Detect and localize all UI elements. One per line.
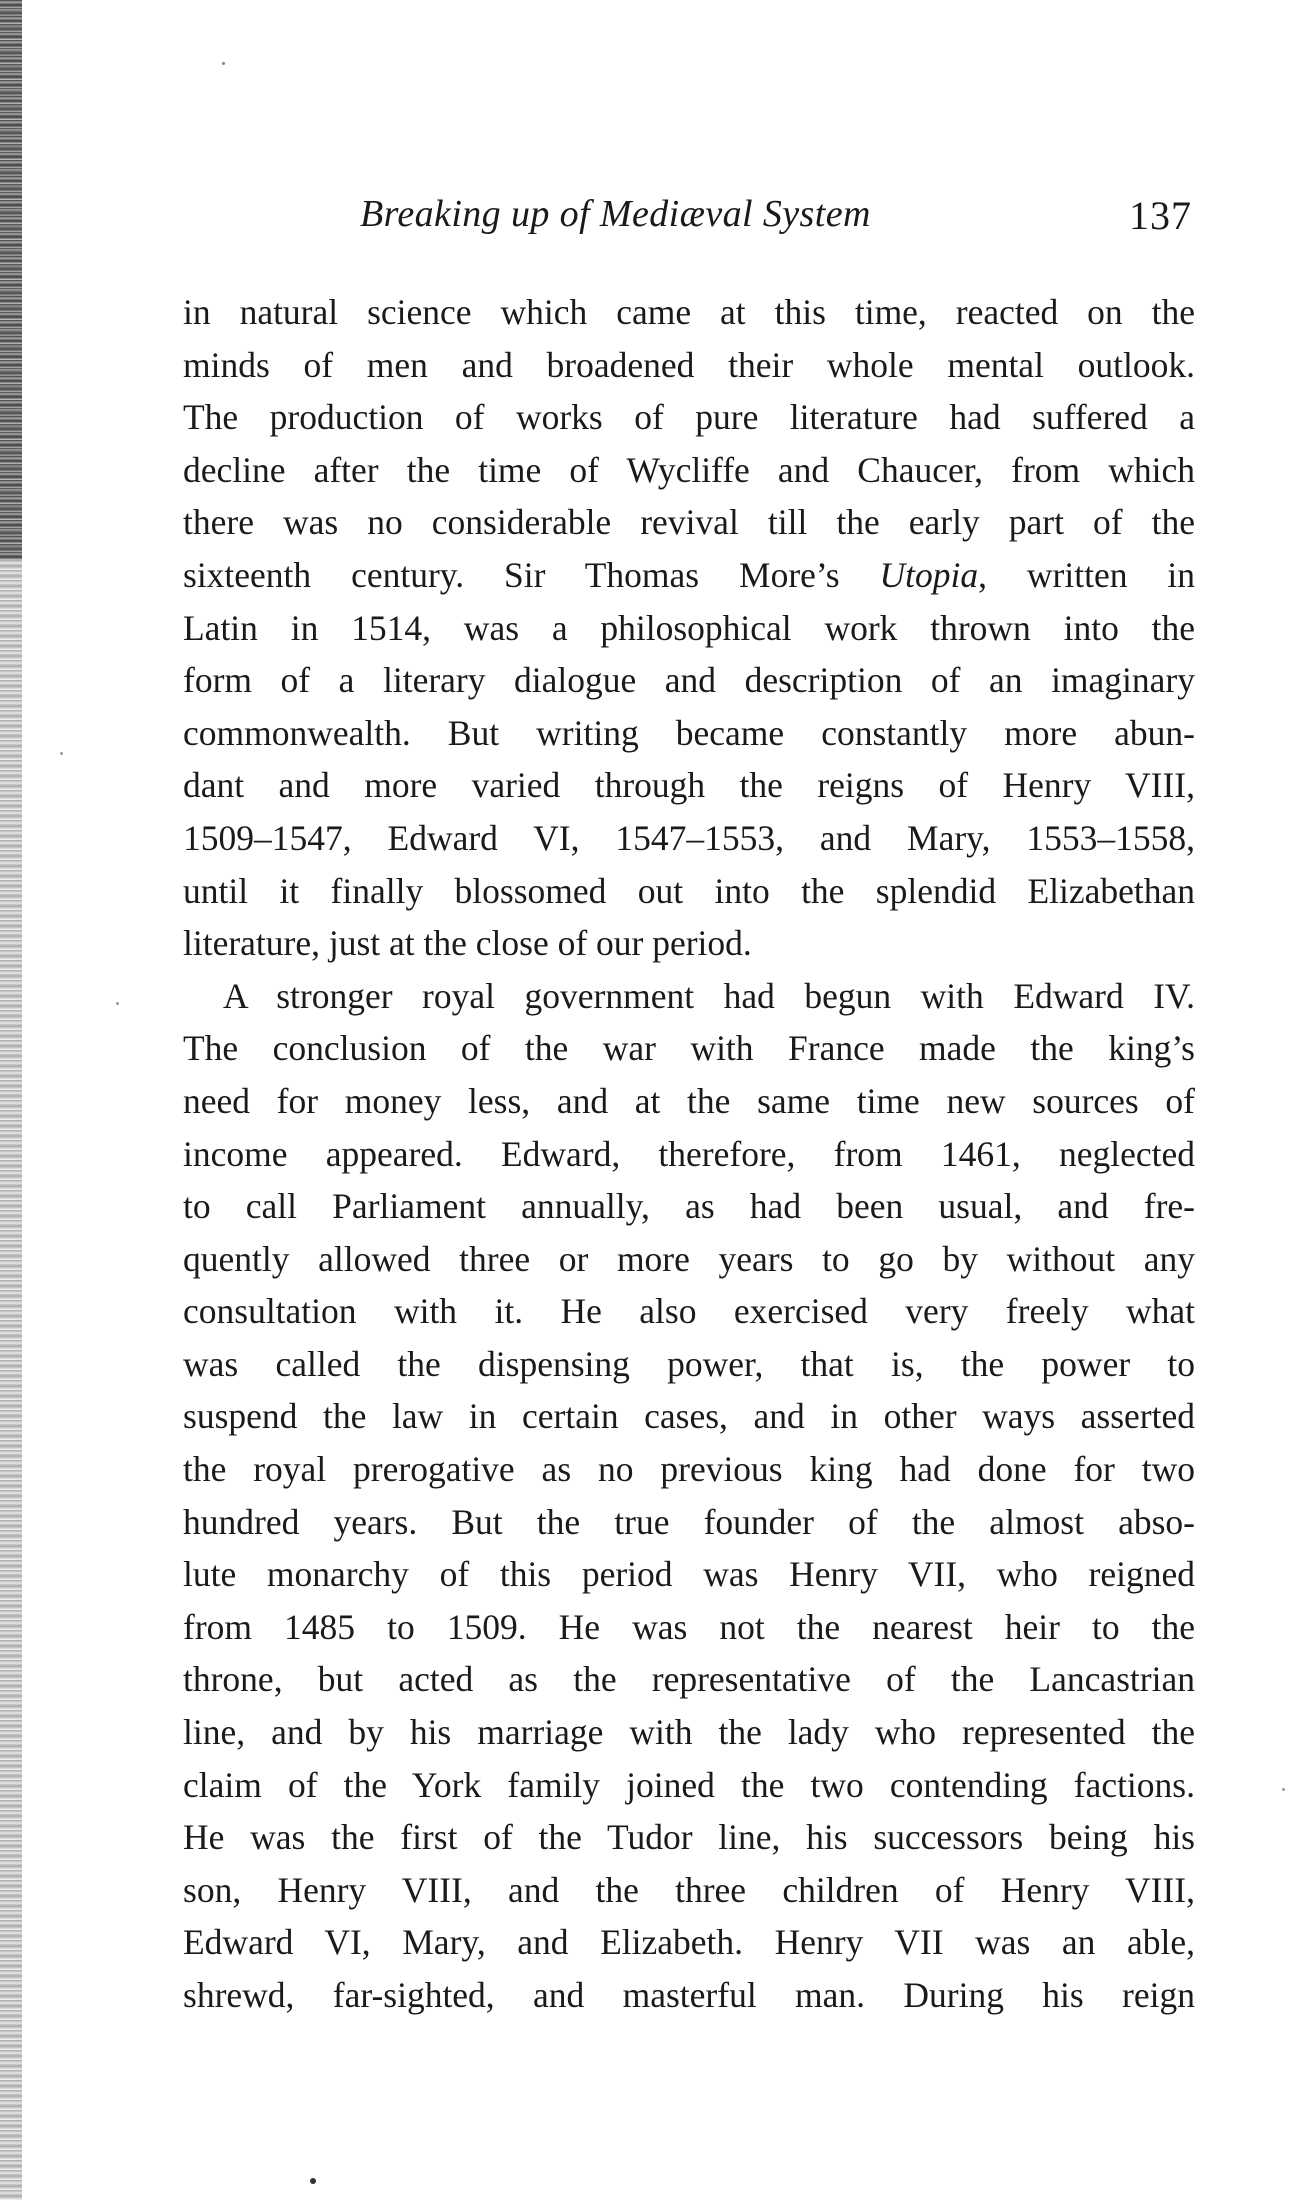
running-title: Breaking up of Mediæval System	[360, 193, 871, 235]
text-line-15: The conclusion of the war with France made the king’s	[183, 1028, 1195, 1069]
text-line-14: A stronger royal government had begun with Edward IV.	[223, 975, 1195, 1016]
body-text	[183, 286, 1195, 2022]
text-line-23: the royal prerogative as no previous king had done for two	[183, 1449, 1195, 1490]
text-line-5: there was no considerable revival till the early part of the	[183, 502, 1195, 543]
text-line-8: form of a literary dialogue and description of an imaginary	[183, 660, 1195, 701]
text-line-19: quently allowed three or more years to go by without any	[183, 1238, 1195, 1279]
text-line-3: The production of works of pure literature had suffered a	[183, 397, 1195, 438]
text-line-26: from 1485 to 1509. He was not the nearest heir to the	[183, 1606, 1195, 1647]
book-title-utopia: Utopia	[879, 554, 979, 595]
text-line-16: need for money less, and at the same time new sources of	[183, 1080, 1195, 1121]
text-line-29: claim of the York family joined the two contending factions.	[183, 1764, 1195, 1805]
text-line-17: income appeared. Edward, therefore, from 1461, neglected	[183, 1133, 1195, 1174]
text-line-6	[183, 549, 1195, 602]
text-line-22: suspend the law in certain cases, and in other ways asserted	[183, 1396, 1195, 1437]
text-line-33: shrewd, far-sighted, and masterful man. During his reign	[183, 1975, 1195, 2015]
text-line-6-head: sixteenth century. Sir Thomas More’s	[183, 554, 880, 595]
text-line-13: literature, just at the close of our period.	[183, 923, 752, 964]
text-line-7: Latin in 1514, was a philosophical work thrown into the	[183, 607, 1195, 648]
page-number: 137	[1129, 193, 1192, 238]
text-line-32: Edward VI, Mary, and Elizabeth. Henry VII was an able,	[183, 1922, 1195, 1963]
paper-speck	[1282, 1788, 1285, 1791]
text-line-4: decline after the time of Wycliffe and Chaucer, from which	[183, 449, 1195, 490]
text-line-31: son, Henry VIII, and the three children of Henry VIII,	[183, 1869, 1195, 1910]
text-line-11: 1509–1547, Edward VI, 1547–1553, and Mary, 1553–1558,	[183, 817, 1195, 858]
text-line-1: in natural science which came at this time, reacted on the	[183, 292, 1195, 332]
text-line-30: He was the first of the Tudor line, his successors being his	[183, 1817, 1195, 1858]
paper-speck	[60, 752, 63, 755]
text-line-10: dant and more varied through the reigns of Henry VIII,	[183, 765, 1195, 806]
paper-speck	[222, 62, 225, 65]
text-line-27: throne, but acted as the representative of the Lancastrian	[183, 1659, 1195, 1700]
text-line-21: was called the dispensing power, that is, the power to	[183, 1343, 1195, 1384]
text-line-18: to call Parliament annually, as had been usual, and fre-	[183, 1186, 1195, 1227]
running-head	[180, 190, 1192, 250]
text-line-20: consultation with it. He also exercised very freely what	[183, 1291, 1195, 1332]
binding-edge-dark	[0, 0, 22, 560]
text-line-12: until it finally blossomed out into the splendid Elizabethan	[183, 870, 1195, 911]
text-line-2: minds of men and broadened their whole mental outlook.	[183, 344, 1195, 385]
paper-speck	[116, 1002, 119, 1005]
text-line-24: hundred years. But the true founder of the almost abso-	[183, 1501, 1195, 1542]
text-line-6-tail: , written in	[978, 554, 1195, 595]
text-line-25: lute monarchy of this period was Henry VII, who reigned	[183, 1554, 1195, 1595]
paper-speck	[310, 2178, 316, 2184]
text-line-28: line, and by his marriage with the lady who represented the	[183, 1712, 1195, 1753]
text-line-9: commonwealth. But writing became constantly more abun-	[183, 712, 1195, 753]
